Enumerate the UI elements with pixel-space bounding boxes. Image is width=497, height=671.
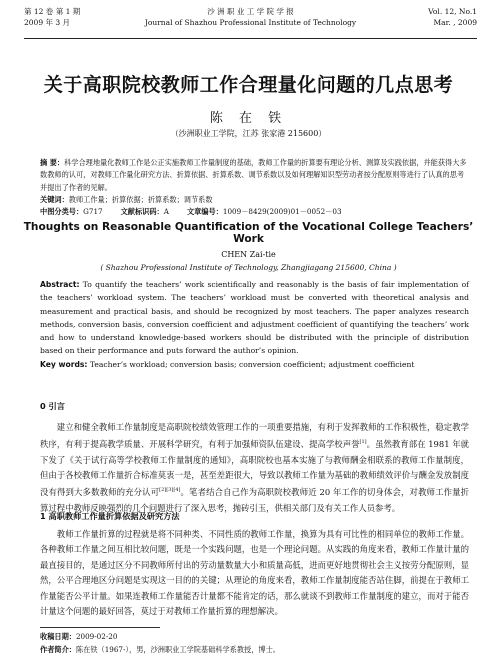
keywords-en-text: Teacher’s workload; conversion basis; conversion coefficient; adjustment coefficient xyxy=(87,359,415,369)
header-center xyxy=(24,6,477,28)
classification-line xyxy=(40,206,469,218)
intro-body xyxy=(40,420,469,516)
issue-label: 第 12 卷 第 1 期 xyxy=(24,7,81,16)
section-heading-1: 1 高职教师工作量折算依据及研究方法 xyxy=(40,511,180,521)
abstract-en xyxy=(40,278,469,358)
intro-text-3: 。笔者结合自己作为高职院校教师近 20 年工作的切身体会，对教师工作量折算过程中教师反映强烈的几个问题进行了深入思考，抛砖引玉，供相关部门及有关工作人员参考。 xyxy=(40,487,470,513)
abstract-cn-block xyxy=(40,157,469,218)
keywords-en-label: Key words: xyxy=(40,359,88,369)
article-id-label: 文章编号： xyxy=(186,207,223,217)
footnote-rule xyxy=(40,627,160,628)
section-heading-intro: 0 引言 xyxy=(40,401,65,411)
citation-2: [2][3][4] xyxy=(159,487,181,494)
clc-field xyxy=(40,206,103,218)
doc-code-value: A xyxy=(163,207,169,217)
intro-text-2: 。虽然教育部在 1981 年就下发了《关于试行高等学校教师工作量制度的通知》，高职院校也基本实施了与教师酬金相联系的教师工作量制度，但由于各校教师工作量折合标准莫衷一是，甚至差距很大，导致以教师工作量为基础的教师绩效评价与酬金发放制度没有得到大多数教师的充分认可 xyxy=(40,439,470,498)
keywords-cn-text: 教师工作量；折算依据；折算系数；调节系数 xyxy=(68,194,213,204)
citation-1: [1] xyxy=(359,439,367,446)
received-label: 收稿日期： xyxy=(40,632,76,641)
author-name-en: CHEN Zai-tie xyxy=(221,250,276,259)
bio-text: 陈在铁（1967-），男，沙洲职业工学院基础科学系教授，博士。 xyxy=(75,645,280,654)
keywords-cn-label: 关键词： xyxy=(40,194,69,204)
received-date: 2009-02-20 xyxy=(75,632,118,641)
author-name: 陈 在 铁 xyxy=(209,111,288,126)
article-id-field xyxy=(187,206,342,218)
running-header xyxy=(24,6,477,36)
bio-label: 作者简介： xyxy=(40,645,76,654)
abstract-en-text: To quantify the teachers’ work scientifically and reasonably is the basis of fair implementation of the teachers’ workload system. The teachers’ workload must be converted with theoretical analysis and measurement and practical basis, and should be recognized by most teachers. The paper analyzes research methods, conversion basis, conversion coefficient and adjustment coefficient of quantifying the teachers’ work and how to understand knowledge-based workers should be distributed with the principle of distribution based on their performance and puts forward the author’s opinion. xyxy=(40,280,469,356)
abstract-en-block xyxy=(40,278,469,371)
author-affiliation: （沙洲职业工学院，江苏 张家港 215600） xyxy=(170,129,327,138)
footnote-bio xyxy=(40,644,469,656)
journal-en-label: Journal of Shazhou Professional Institute of Technology xyxy=(144,18,357,27)
clc-value: G717 xyxy=(83,207,103,217)
date-en-label: Mar. , 2009 xyxy=(433,18,477,27)
article-id-value: 1009－8429(2009)01－0052－03 xyxy=(222,207,342,217)
doc-code-field xyxy=(121,206,169,218)
keywords-cn xyxy=(40,194,469,206)
date-cn-label: 2009 年 3 月 xyxy=(24,18,71,27)
paper-title: 关于高职院校教师工作合理量化问题的几点思考 xyxy=(43,74,454,96)
section-1-body xyxy=(40,527,469,619)
journal-cn-label: 沙 洲 职 业 工 学 院 学 报 xyxy=(207,7,294,16)
intro-text-1: 建立和健全教师工作量制度是高职院校绩效管理工作的一项重要措施，有利于发挥教师的工作积极性，稳定教学秩序，有利于提高教学质量、开展科学研究，有利于加强师资队伍建设、提高学校声誉 xyxy=(40,422,469,450)
clc-label: 中图分类号： xyxy=(40,207,84,217)
header-rule xyxy=(24,38,477,39)
header-right xyxy=(428,6,477,28)
abstract-cn-text: 科学合理地量化教师工作是公正实施教师工作量制度的基础，教师工作量的折算要有理论分析、测算及实践依据，并能获得大多数教师的认可，对教师工作量化研究方法、折算依据、折算系数、调节系数以及如何理解知识型劳动者按分配原则等进行了认真的思考并提出了作者的见解。 xyxy=(40,158,467,192)
intro-paragraph xyxy=(40,420,469,516)
abstract-cn-label: 摘 要： xyxy=(40,158,65,167)
abstract-cn xyxy=(40,157,469,194)
author-affiliation-en: ( Shazhou Professional Institute of Technology, Zhangjiagang 215600, China ) xyxy=(100,263,397,272)
section-1-paragraph: 教师工作量折算的过程就是将不同种类、不同性质的教师工作量，换算为具有可比性的相同单位的教师工作量。各种教师工作量之间互相比较问题，既是一个实践问题，也是一个理论问题。从实践的角度来看，教师工作量计量的最直接目的，是通过区分不同教师所付出的劳动量数量大小和质量高低，进而更好地贯彻社会主义按劳分配原则，显然，公平合理地区分问题是实现这一目的的关键；从理论的角度来看，教师工作量制度能否站住脚，前提在于教师工作量能否公平计量。如果连教师工作量能否计量都不能肯定的话，那么就谈不到教师工作量制度的建立，而对于能否计量这个问题的最好回答，莫过于对教师工作量折算的理想解决。 xyxy=(40,529,469,617)
keywords-en xyxy=(40,358,469,371)
vol-en-label: Vol. 12, No.1 xyxy=(428,7,477,16)
doc-code-label: 文献标识码： xyxy=(120,207,164,217)
paper-title-en: Thoughts on Reasonable Quantification of the Vocational College Teachers’ Work xyxy=(23,221,474,245)
footnote-received xyxy=(40,631,469,643)
abstract-en-label: Abstract: xyxy=(40,280,80,289)
